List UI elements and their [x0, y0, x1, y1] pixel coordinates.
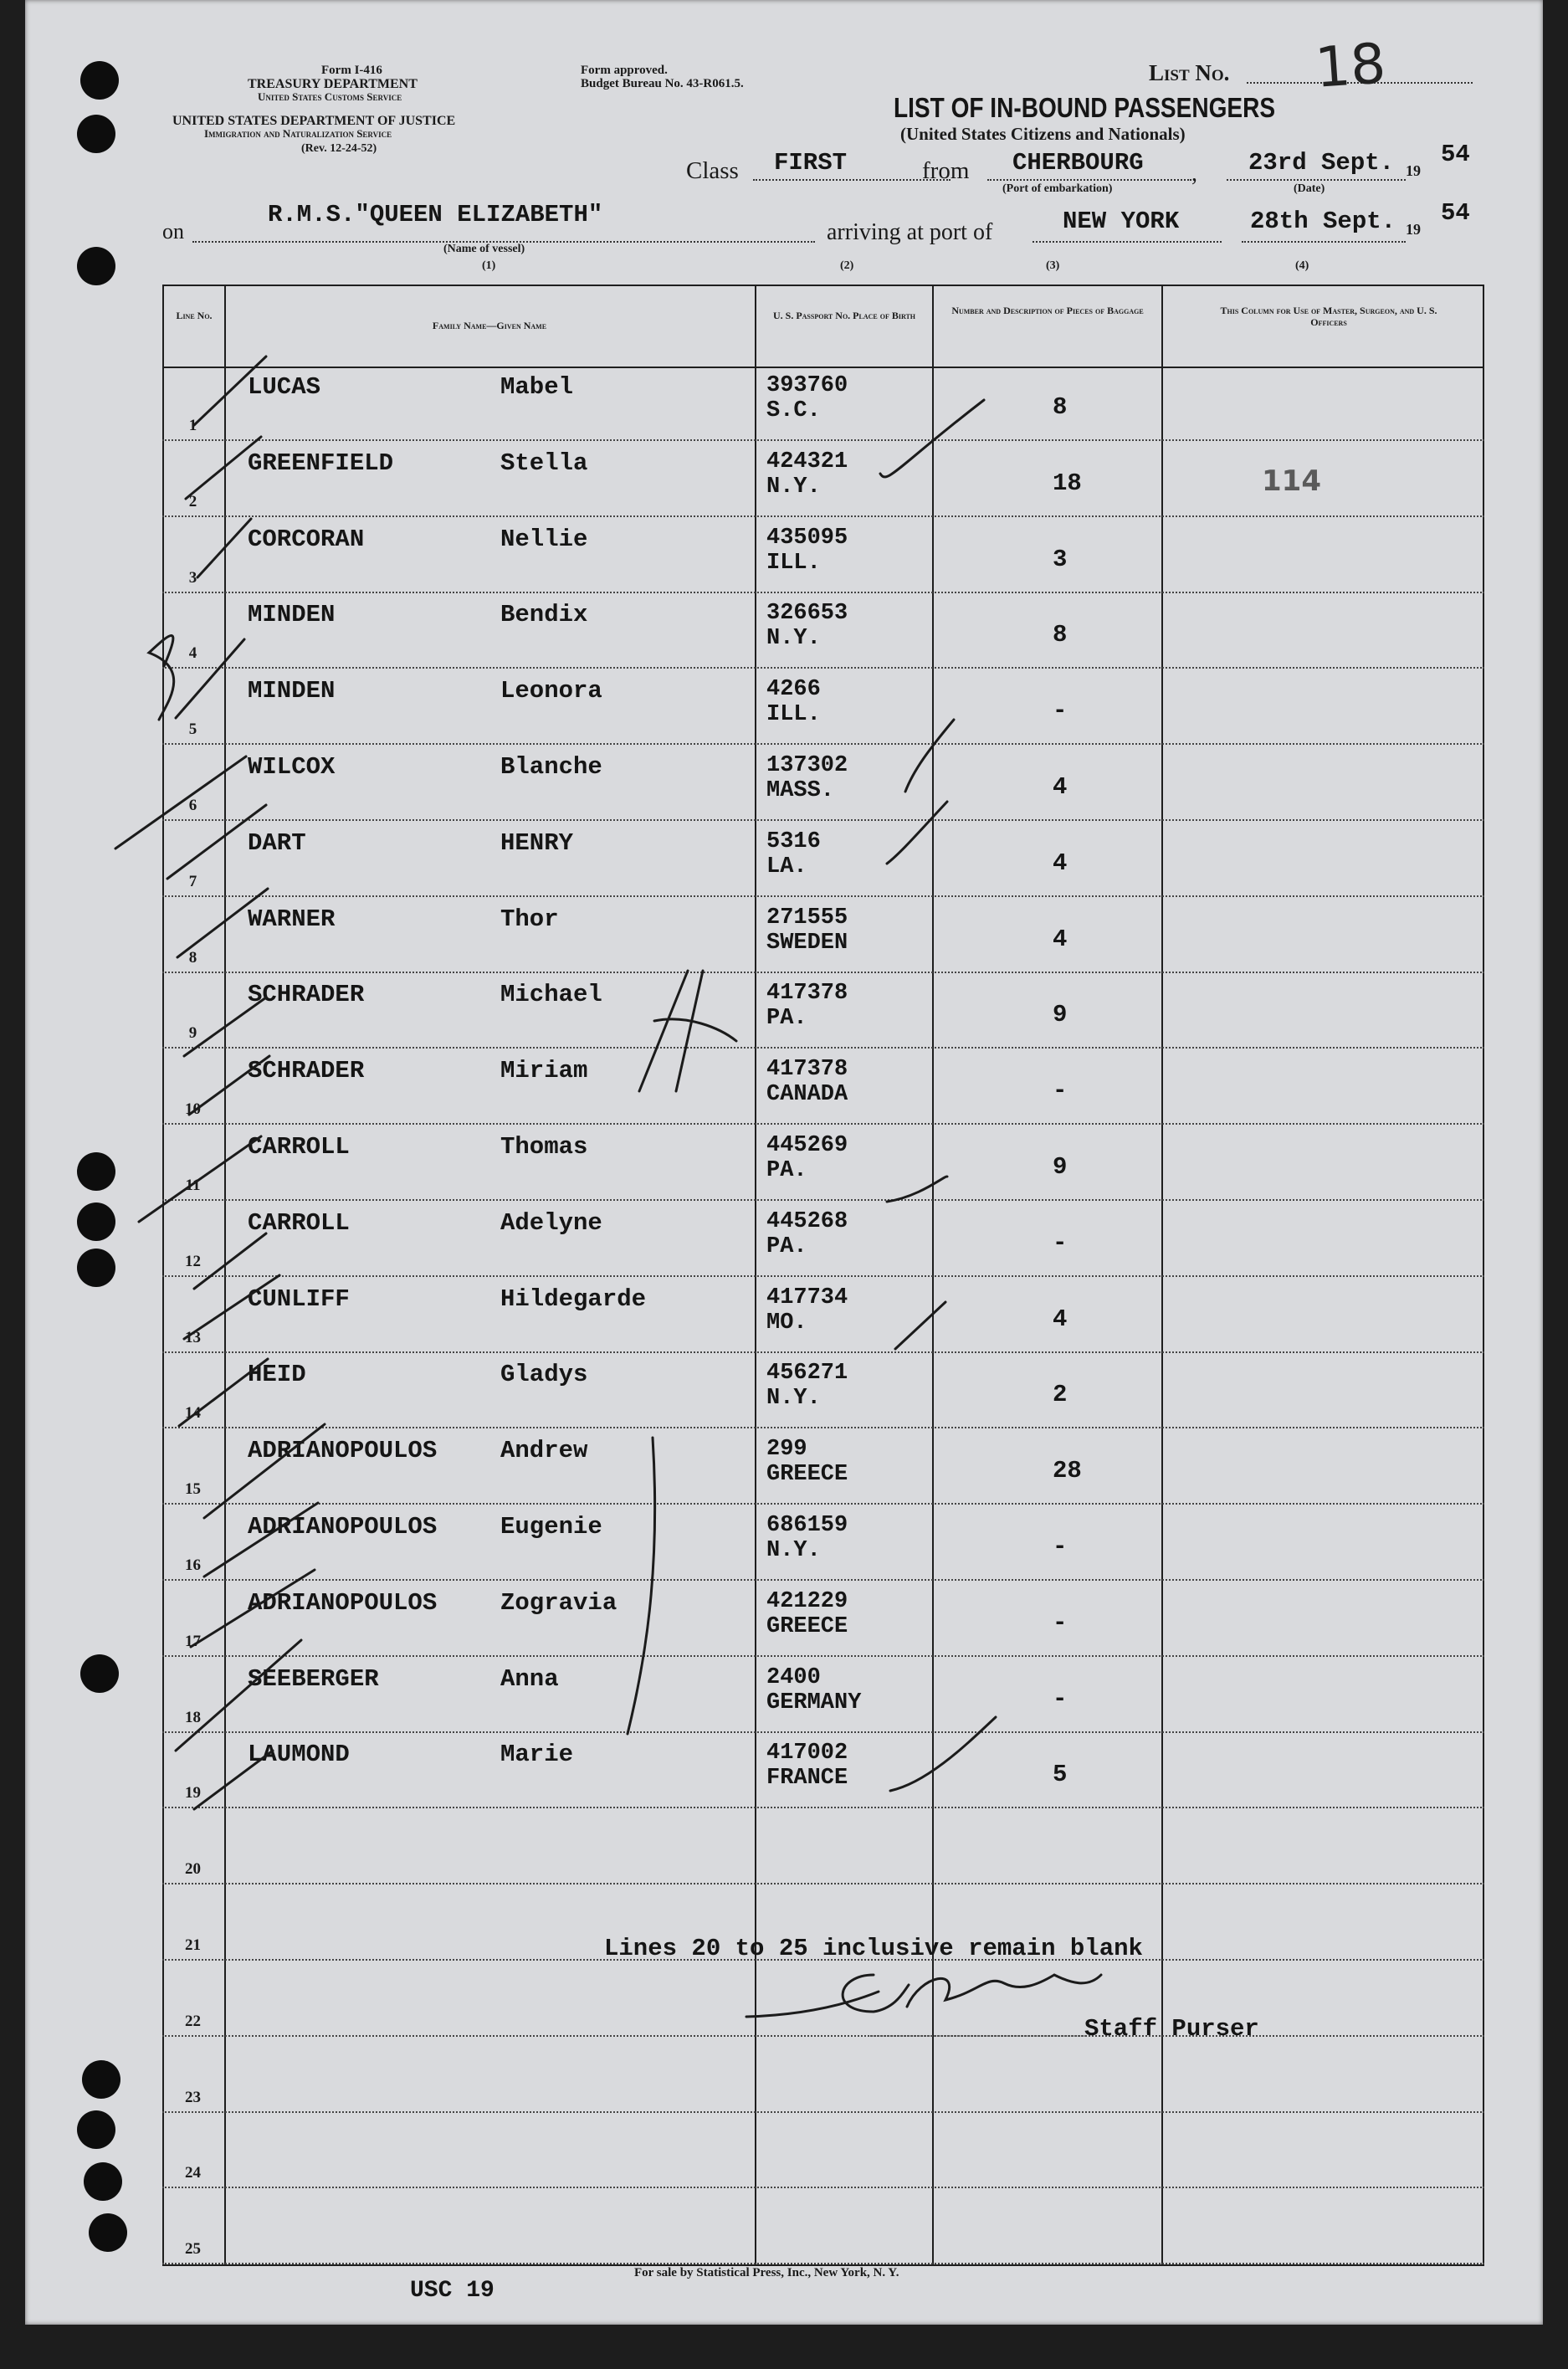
- year-prefix: 19: [1406, 162, 1421, 179]
- family-name: CUNLIFF: [248, 1285, 350, 1313]
- line-number: 24: [185, 2164, 201, 2182]
- family-name: ADRIANOPOULOS: [248, 1437, 438, 1464]
- baggage-count: -: [1053, 1685, 1068, 1713]
- table-row: [162, 2112, 1484, 2188]
- place-of-birth: PA.: [766, 1006, 807, 1031]
- line-number: 6: [188, 797, 197, 814]
- given-name: Bendix: [500, 601, 588, 628]
- table-row: [162, 1201, 1484, 1277]
- passport-number: 326653: [766, 601, 848, 626]
- printer-credit: For sale by Statistical Press, Inc., New York, N. Y.: [634, 2266, 899, 2279]
- vessel-caption: (Name of vessel): [443, 243, 525, 255]
- place-of-birth: N.Y.: [766, 1386, 821, 1411]
- family-name: LAUMOND: [248, 1741, 350, 1768]
- line-number: 11: [185, 1177, 201, 1194]
- passport-number: 393760: [766, 373, 848, 398]
- passport-number: 417378: [766, 1057, 848, 1082]
- vessel-name: R.M.S."QUEEN ELIZABETH": [268, 201, 603, 228]
- place-of-birth: FRANCE: [766, 1766, 848, 1791]
- given-name: Gladys: [500, 1361, 588, 1388]
- given-name: Mabel: [500, 373, 574, 401]
- class-line: [753, 179, 951, 181]
- row-rule: [162, 2263, 1484, 2264]
- place-of-birth: N.Y.: [766, 626, 821, 651]
- punch-hole: [77, 2110, 115, 2149]
- given-name: Thor: [500, 905, 559, 933]
- family-name: CORCORAN: [248, 526, 365, 553]
- baggage-count: 28: [1053, 1457, 1082, 1484]
- place-of-birth: LA.: [766, 854, 807, 879]
- col-caption-3: (3): [1046, 259, 1060, 272]
- passport-number: 686159: [766, 1513, 848, 1538]
- line-number: 20: [185, 1860, 201, 1878]
- ins-service: Immigration and Naturalization Service: [204, 127, 392, 140]
- on-label: on: [162, 219, 184, 244]
- family-name: WARNER: [248, 905, 336, 933]
- port-of-embarkation: CHERBOURG: [1012, 149, 1144, 177]
- arrival-port-line: [1033, 241, 1222, 243]
- line-number: 16: [185, 1556, 201, 1574]
- class-label: Class: [686, 157, 739, 184]
- baggage-count: 8: [1053, 621, 1068, 649]
- punch-hole: [77, 115, 115, 153]
- line-number: 21: [185, 1936, 201, 1954]
- document-title: LIST OF IN-BOUND PASSENGERS: [894, 92, 1276, 123]
- punch-hole: [84, 2162, 122, 2201]
- line-number: 17: [185, 1633, 201, 1650]
- given-name: Andrew: [500, 1437, 588, 1464]
- punch-hole: [80, 1654, 119, 1693]
- document-subtitle: (United States Citizens and Nationals): [900, 124, 1186, 144]
- family-name: SCHRADER: [248, 1057, 365, 1085]
- given-name: Marie: [500, 1741, 574, 1768]
- family-name: ADRIANOPOULOS: [248, 1589, 438, 1617]
- baggage-count: 8: [1053, 393, 1068, 421]
- header-line-no: Line No.: [176, 310, 213, 321]
- given-name: Adelyne: [500, 1209, 602, 1237]
- line-number: 9: [188, 1024, 197, 1042]
- header-baggage: Number and Description of Pieces of Baggage: [951, 305, 1144, 316]
- place-of-birth: N.Y.: [766, 1538, 821, 1563]
- line-number: 18: [185, 1709, 201, 1726]
- line-number: 19: [185, 1784, 201, 1802]
- passport-number: 271555: [766, 905, 848, 931]
- place-of-birth: ILL.: [766, 702, 821, 727]
- header-officers: This Column for Use of Master, Surgeon, and U. S. Officers: [1220, 305, 1437, 328]
- passport-number: 5316: [766, 829, 821, 854]
- from-label: from: [922, 157, 970, 184]
- punch-hole: [77, 1249, 115, 1287]
- baggage-count: -: [1053, 1077, 1068, 1105]
- family-name: MINDEN: [248, 601, 336, 628]
- baggage-count: -: [1053, 1229, 1068, 1257]
- family-name: CARROLL: [248, 1209, 350, 1237]
- family-name: LUCAS: [248, 373, 321, 401]
- baggage-count: -: [1053, 1609, 1068, 1637]
- table-row: [162, 2037, 1484, 2113]
- form-number: Form I-416: [321, 64, 382, 77]
- baggage-count: 4: [1053, 926, 1068, 953]
- place-of-birth: GERMANY: [766, 1690, 862, 1715]
- arrival-date-line: [1242, 241, 1406, 243]
- baggage-count: 18: [1053, 469, 1082, 497]
- usc-code: USC 19: [410, 2278, 494, 2304]
- line-number: 23: [185, 2089, 201, 2106]
- baggage-count: 9: [1053, 1153, 1068, 1181]
- family-name: MINDEN: [248, 677, 336, 705]
- table-row: [162, 517, 1484, 593]
- arrival-port: NEW YORK: [1063, 208, 1180, 235]
- date-line: [1227, 179, 1406, 181]
- line-number: 7: [188, 873, 197, 890]
- line-number: 1: [188, 417, 197, 434]
- table-row: [162, 1428, 1484, 1505]
- place-of-birth: CANADA: [766, 1082, 848, 1107]
- line-number: 4: [188, 644, 197, 662]
- table-row: [162, 1732, 1484, 1808]
- line-number: 3: [188, 569, 197, 587]
- place-of-birth: PA.: [766, 1234, 807, 1259]
- given-name: Eugenie: [500, 1513, 602, 1541]
- line-number: 22: [185, 2013, 201, 2030]
- table-row: [162, 972, 1484, 1049]
- baggage-count: 4: [1053, 849, 1068, 877]
- family-name: GREENFIELD: [248, 449, 394, 477]
- family-name: SEEBERGER: [248, 1665, 379, 1693]
- punch-hole: [77, 1152, 115, 1191]
- given-name: Zogravia: [500, 1589, 617, 1617]
- line-number: 12: [185, 1253, 201, 1270]
- baggage-count: 9: [1053, 1001, 1068, 1028]
- passport-number: 417002: [766, 1741, 848, 1766]
- passport-number: 137302: [766, 753, 848, 778]
- given-name: Stella: [500, 449, 588, 477]
- place-of-birth: MASS.: [766, 778, 835, 803]
- passport-number: 2400: [766, 1665, 821, 1690]
- col-caption-4: (4): [1295, 259, 1309, 272]
- table-row: [162, 1505, 1484, 1581]
- punch-hole: [80, 61, 119, 100]
- place-of-birth: ILL.: [766, 551, 821, 576]
- passport-number: 417378: [766, 981, 848, 1006]
- department-of-justice: UNITED STATES DEPARTMENT OF JUSTICE: [172, 114, 456, 128]
- line-number: 14: [185, 1404, 201, 1422]
- passport-number: 421229: [766, 1589, 848, 1614]
- given-name: Hildegarde: [500, 1285, 647, 1313]
- baggage-count: 2: [1053, 1381, 1068, 1408]
- date-caption: (Date): [1294, 182, 1325, 195]
- table-row: [162, 1125, 1484, 1201]
- list-number-label: List No.: [1149, 60, 1230, 85]
- passport-number: 456271: [766, 1361, 848, 1386]
- punch-hole: [77, 1202, 115, 1241]
- baggage-count: -: [1053, 1533, 1068, 1561]
- customs-service: United States Customs Service: [258, 90, 402, 103]
- family-name: WILCOX: [248, 753, 336, 781]
- given-name: Blanche: [500, 753, 602, 781]
- baggage-count: 3: [1053, 546, 1068, 573]
- table-row: [162, 592, 1484, 669]
- table-row: [162, 1049, 1484, 1125]
- form-approved: Form approved.: [581, 64, 668, 77]
- departure-date: 23rd Sept.: [1248, 149, 1395, 177]
- place-of-birth: GREECE: [766, 1462, 848, 1487]
- given-name: HENRY: [500, 829, 574, 857]
- table-row: [162, 1277, 1484, 1353]
- table-row: [162, 1352, 1484, 1428]
- officer-annotation-114: 114: [1262, 464, 1321, 498]
- arrival-date: 28th Sept.: [1250, 208, 1396, 235]
- family-name: DART: [248, 829, 306, 857]
- family-name: HEID: [248, 1361, 306, 1388]
- place-of-birth: PA.: [766, 1158, 807, 1183]
- passport-number: 445269: [766, 1133, 848, 1158]
- from-line: [987, 179, 1191, 181]
- table-row: [162, 1961, 1484, 2037]
- baggage-count: 4: [1053, 1305, 1068, 1333]
- form-revision: (Rev. 12-24-52): [301, 142, 377, 155]
- family-name: ADRIANOPOULOS: [248, 1513, 438, 1541]
- passport-number: 435095: [766, 526, 848, 551]
- passport-number: 417734: [766, 1285, 848, 1310]
- passport-number: 4266: [766, 677, 821, 702]
- given-name: Anna: [500, 1665, 559, 1693]
- baggage-count: 4: [1053, 773, 1068, 801]
- line-number: 13: [185, 1329, 201, 1346]
- col-caption-2: (2): [840, 259, 854, 272]
- class-value: FIRST: [774, 149, 848, 177]
- col-caption-1: (1): [482, 259, 496, 272]
- given-name: Leonora: [500, 677, 602, 705]
- given-name: Nellie: [500, 526, 588, 553]
- punch-hole: [82, 2060, 120, 2099]
- staff-purser-label: Staff Purser: [1084, 2015, 1259, 2043]
- line-number: 8: [188, 949, 197, 967]
- table-row: [162, 897, 1484, 973]
- given-name: Miriam: [500, 1057, 588, 1085]
- passport-number: 445268: [766, 1209, 848, 1234]
- table-row: [162, 365, 1484, 441]
- given-name: Thomas: [500, 1133, 588, 1161]
- budget-bureau: Budget Bureau No. 43-R061.5.: [581, 77, 744, 90]
- place-of-birth: MO.: [766, 1310, 807, 1336]
- place-of-birth: S.C.: [766, 398, 821, 423]
- table-row: [162, 2188, 1484, 2264]
- header-name: Family Name—Given Name: [432, 320, 547, 331]
- place-of-birth: SWEDEN: [766, 931, 848, 956]
- line-number: 10: [185, 1100, 201, 1118]
- header-passport: U. S. Passport No. Place of Birth: [772, 310, 915, 321]
- passport-number: 299: [766, 1437, 807, 1462]
- arrival-year-prefix: 19: [1406, 221, 1421, 238]
- table-row: [162, 745, 1484, 821]
- blank-lines-note: Lines 20 to 25 inclusive remain blank: [604, 1935, 1143, 1962]
- comma: ,: [1191, 161, 1197, 187]
- passport-number: 424321: [766, 449, 848, 474]
- year-suffix: 54: [1441, 141, 1470, 168]
- arrival-year-suffix: 54: [1441, 199, 1470, 227]
- place-of-birth: N.Y.: [766, 474, 821, 500]
- line-number: 25: [185, 2240, 201, 2258]
- line-number: 5: [188, 720, 197, 738]
- baggage-count: 5: [1053, 1761, 1068, 1788]
- table-row: [162, 1581, 1484, 1657]
- line-number: 2: [188, 493, 197, 510]
- given-name: Michael: [500, 981, 602, 1008]
- family-name: SCHRADER: [248, 981, 365, 1008]
- table-row: [162, 821, 1484, 897]
- table-row: [162, 1808, 1484, 1884]
- arriving-label: arriving at port of: [827, 219, 993, 245]
- punch-hole: [77, 247, 115, 285]
- place-of-birth: GREECE: [766, 1614, 848, 1639]
- punch-hole: [89, 2213, 127, 2252]
- treasury-department: TREASURY DEPARTMENT: [248, 77, 418, 91]
- family-name: CARROLL: [248, 1133, 350, 1161]
- list-number-handwritten: 18: [1313, 31, 1388, 100]
- table-row: [162, 1657, 1484, 1733]
- line-number: 15: [185, 1480, 201, 1498]
- signature-line: [870, 2035, 1086, 2037]
- table-row: [162, 669, 1484, 745]
- port-embark-caption: (Port of embarkation): [1002, 182, 1113, 195]
- table-row: [162, 441, 1484, 517]
- baggage-count: -: [1053, 697, 1068, 725]
